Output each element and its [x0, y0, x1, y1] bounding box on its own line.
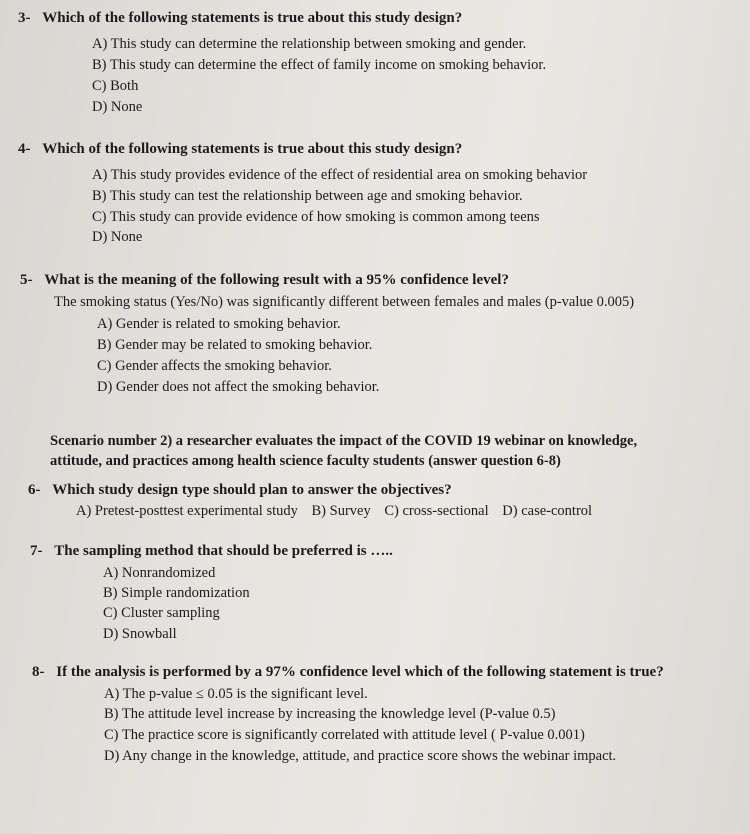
question-7-stem: [30, 543, 393, 560]
question-text: The sampling method that should be preferred is …..: [54, 543, 393, 559]
option-d[interactable]: D) Snowball: [103, 626, 177, 642]
option-d[interactable]: D) Any change in the knowledge, attitude, and practice score shows the webinar impact.: [104, 748, 617, 764]
question-text: What is the meaning of the following result with a 95% confidence level?: [44, 272, 509, 288]
option-b[interactable]: B) This study can test the relationship between age and smoking behavior.: [92, 188, 523, 204]
option-d[interactable]: D) case-control: [502, 503, 593, 519]
question-number: 3-: [18, 10, 31, 26]
question-5-result: The smoking status (Yes/No) was significantly different between females and males (p-value 0.005): [54, 294, 635, 310]
option-b[interactable]: B) Survey: [311, 503, 371, 519]
question-text: If the analysis is performed by a 97% confidence level which of the following statement is true?: [56, 664, 664, 680]
option-c[interactable]: C) Both: [92, 78, 139, 94]
option-d[interactable]: D) Gender does not affect the smoking behavior.: [97, 379, 380, 395]
option-d[interactable]: D) None: [92, 229, 143, 245]
question-text: Which study design type should plan to answer the objectives?: [52, 482, 452, 498]
question-number: 6-: [28, 482, 41, 498]
question-8-stem: [32, 664, 664, 681]
option-c[interactable]: C) Gender affects the smoking behavior.: [97, 358, 332, 374]
question-text: Which of the following statements is true about this study design?: [42, 141, 463, 157]
option-a[interactable]: A) Pretest-posttest experimental study: [76, 503, 298, 519]
option-b[interactable]: B) The attitude level increase by increasing the knowledge level (P-value 0.5): [104, 706, 556, 722]
option-d[interactable]: D) None: [92, 99, 143, 115]
question-5-stem: [20, 272, 509, 289]
question-number: 5-: [20, 272, 33, 288]
question-4-stem: [18, 141, 462, 158]
scenario-block: [50, 431, 740, 471]
option-b[interactable]: B) Simple randomization: [103, 585, 250, 601]
question-text: Which of the following statements is true about this study design?: [42, 10, 463, 26]
option-c[interactable]: C) This study can provide evidence of how smoking is common among teens: [92, 209, 540, 225]
option-a[interactable]: A) This study can determine the relationship between smoking and gender.: [92, 36, 527, 52]
option-a[interactable]: A) Gender is related to smoking behavior.: [97, 316, 341, 332]
option-a[interactable]: A) Nonrandomized: [103, 565, 216, 581]
scenario-line-2: attitude, and practices among health science faculty students (answer question 6-8): [50, 453, 561, 469]
question-6-stem: [28, 482, 452, 499]
option-c[interactable]: C) cross-sectional: [384, 503, 489, 519]
option-c[interactable]: C) Cluster sampling: [103, 605, 220, 621]
option-c[interactable]: C) The practice score is significantly correlated with attitude level ( P-value 0.001): [104, 727, 585, 743]
question-6-options: [76, 503, 602, 520]
question-number: 4-: [18, 141, 31, 157]
option-a[interactable]: A) The p-value ≤ 0.05 is the significant level.: [104, 686, 368, 702]
option-b[interactable]: B) Gender may be related to smoking behavior.: [97, 337, 373, 353]
question-number: 8-: [32, 664, 45, 680]
question-3-stem: [18, 10, 462, 27]
option-b[interactable]: B) This study can determine the effect of family income on smoking behavior.: [92, 57, 547, 73]
question-number: 7-: [30, 543, 43, 559]
scenario-line-1: Scenario number 2) a researcher evaluates the impact of the COVID 19 webinar on knowledge,: [50, 433, 638, 449]
option-a[interactable]: A) This study provides evidence of the effect of residential area on smoking behavior: [92, 167, 588, 183]
